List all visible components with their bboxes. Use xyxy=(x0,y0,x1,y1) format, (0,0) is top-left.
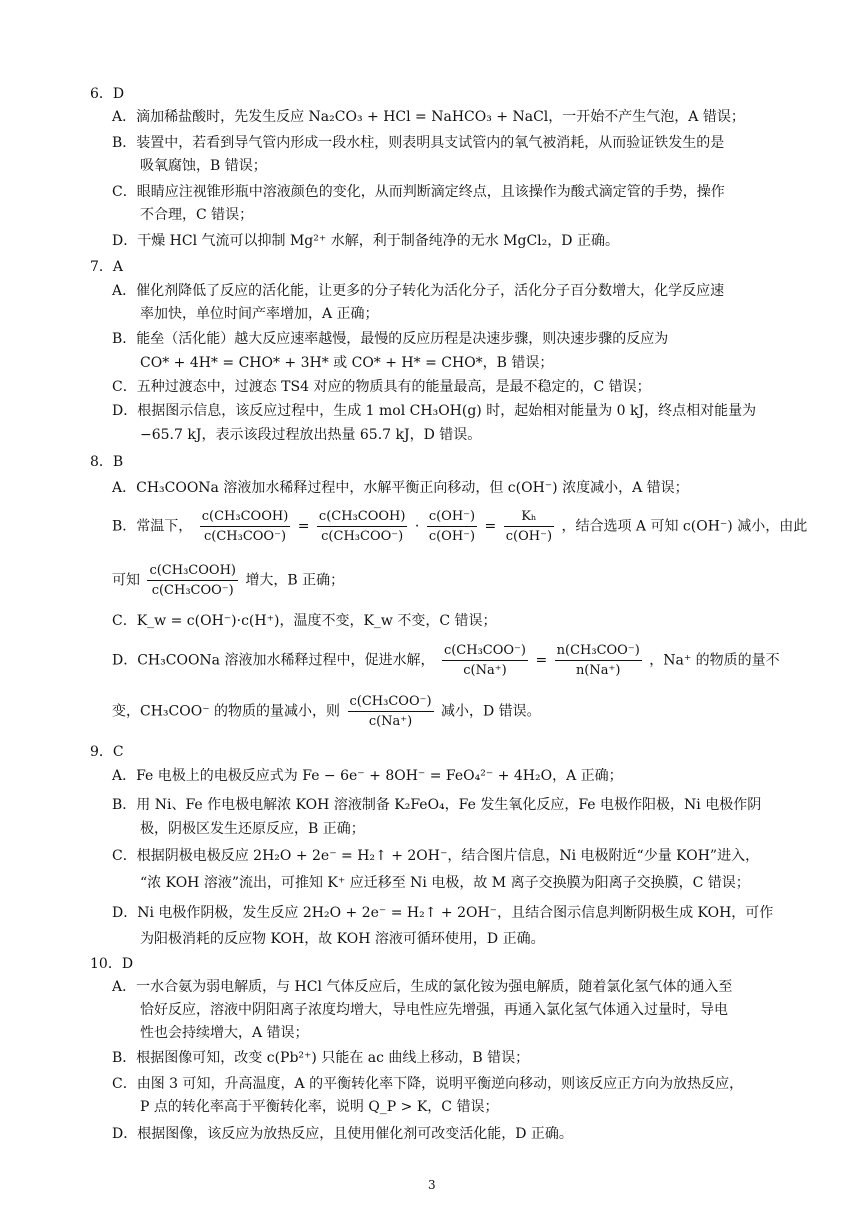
q6-option-b-cont: 吸氧腐蚀，B 错误； xyxy=(140,158,267,174)
equals-sign: = xyxy=(297,518,310,535)
fraction-numerator: n(CH₃COO⁻) xyxy=(555,642,642,661)
q7-option-d-cont: −65.7 kJ，表示该段过程放出热量 65.7 kJ，D 错误。 xyxy=(140,427,482,443)
q7-option-a: A．催化剂降低了反应的活化能，让更多的分子转化为活化分子，活化分子百分数增大，化学反应速 xyxy=(112,283,725,299)
q8-option-b-cont xyxy=(112,562,344,599)
q10-option-d: D．根据图像，该反应为放热反应，且使用催化剂可改变活化能，D 正确。 xyxy=(112,1126,573,1142)
fraction-denominator: c(OH⁻) xyxy=(505,529,553,544)
page-number: 3 xyxy=(428,1178,436,1192)
q8-d-prefix: D．CH₃COONa 溶液加水稀释过程中，促进水解， xyxy=(112,652,435,669)
fraction-denominator: c(CH₃COO⁻) xyxy=(151,583,234,598)
q10-option-c: C．由图 3 可知，升高温度，A 的平衡转化率下降，说明平衡逆向移动，则该反应正方向为放热反应， xyxy=(112,1076,744,1092)
q6-option-c-cont: 不合理，C 错误； xyxy=(140,207,254,223)
q9-option-b-cont: 极，阴极区发生还原反应，B 正确； xyxy=(140,821,365,837)
q7-option-d: D．根据图示信息，该反应过程中，生成 1 mol CH₃OH(g) 时，起始相对能量为 0 kJ，终点相对能量为 xyxy=(112,403,757,419)
q8-option-d xyxy=(112,642,780,679)
fraction xyxy=(427,508,477,545)
fraction xyxy=(200,508,291,545)
q9-option-c-cont: “浓 KOH 溶液”流出，可推知 K⁺ 应迁移至 Ni 电极，故 M 离子交换膜为阳离子交换膜，C 错误； xyxy=(140,875,750,891)
fraction-denominator: c(OH⁻) xyxy=(428,529,476,544)
fraction-denominator: c(CH₃COO⁻) xyxy=(321,529,404,544)
q8-answer: 8．B xyxy=(90,454,124,470)
q10-option-c-cont: P 点的转化率高于平衡转化率，说明 Q_P > K，C 错误； xyxy=(140,1099,499,1115)
q7-option-b: B．能垒（活化能）越大反应速率越慢，最慢的反应历程是决速步骤，则决速步骤的反应为 xyxy=(112,331,669,347)
q10-option-a-cont2: 性也会持续增大，A 错误； xyxy=(140,1025,309,1041)
fraction xyxy=(348,693,434,730)
q7-answer: 7．A xyxy=(90,259,124,275)
q6-option-b: B．装置中，若看到导气管内形成一段水柱，则表明具支试管内的氧气被消耗，从而验证铁发生的是 xyxy=(112,135,725,151)
q9-answer: 9．C xyxy=(90,744,124,760)
q8-b2-prefix: 可知 xyxy=(112,572,140,589)
multiply-dot: · xyxy=(414,518,420,535)
q10-option-a: A．一水合氨为弱电解质，与 HCl 气体反应后，生成的氯化铵为强电解质，随着氯化氢气体的通入至 xyxy=(112,979,733,995)
q6-option-c: C．眼睛应注视锥形瓶中溶液颜色的变化，从而判断滴定终点，且该操作为酸式滴定管的手势，操作 xyxy=(112,184,725,200)
q8-b-prefix: B．常温下， xyxy=(112,518,193,535)
q8-option-d-cont xyxy=(112,693,541,730)
q10-answer: 10．D xyxy=(90,956,134,972)
q6-answer: 6．D xyxy=(90,86,125,102)
q8-b2-suffix: 增大，B 正确； xyxy=(245,572,345,589)
equals-sign: = xyxy=(535,652,548,669)
q8-option-a: A．CH₃COONa 溶液加水稀释过程中，水解平衡正向移动，但 c(OH⁻) 浓度减小，A 错误； xyxy=(112,480,689,496)
q6-option-d: D．干燥 HCl 气流可以抑制 Mg²⁺ 水解，利于制备纯净的无水 MgCl₂，D 正确。 xyxy=(112,233,619,249)
fraction-numerator: c(CH₃COOH) xyxy=(317,508,408,527)
q10-option-b: B．根据图像可知，改变 c(Pb²⁺) 只能在 ac 曲线上移动，B 错误； xyxy=(112,1050,530,1066)
q9-option-c: C．根据阴极电极反应 2H₂O + 2e⁻ = H₂↑ + 2OH⁻，结合图片信息，Ni 电极附近“少量 KOH”进入， xyxy=(112,848,760,864)
q6-option-a: A．滴加稀盐酸时，先发生反应 Na₂CO₃ + HCl = NaHCO₃ + NaCl，一开始不产生气泡，A 错误； xyxy=(112,109,745,125)
fraction-denominator: c(Na⁺) xyxy=(368,714,413,729)
q8-d-suffix: ，Na⁺ 的物质的量不 xyxy=(649,652,780,669)
fraction-numerator: c(CH₃COOH) xyxy=(147,562,238,581)
q9-option-d: D．Ni 电极作阴极，发生反应 2H₂O + 2e⁻ = H₂↑ + 2OH⁻，且结合图示信息判断阴极生成 KOH，可作 xyxy=(112,905,774,921)
fraction xyxy=(442,642,528,679)
q8-d2-prefix: 变，CH₃COO⁻ 的物质的量减小，则 xyxy=(112,703,341,720)
fraction-numerator: Kₕ xyxy=(504,508,554,527)
fraction-numerator: c(CH₃COO⁻) xyxy=(442,642,528,661)
fraction-denominator: n(Na⁺) xyxy=(575,663,621,678)
equals-sign: = xyxy=(484,518,497,535)
fraction xyxy=(147,562,238,599)
fraction-numerator: c(OH⁻) xyxy=(427,508,477,527)
fraction xyxy=(504,508,554,545)
fraction xyxy=(555,642,642,679)
q8-d2-suffix: 减小，D 错误。 xyxy=(441,703,541,720)
fraction-numerator: c(CH₃COOH) xyxy=(200,508,291,527)
q9-option-b: B．用 Ni、Fe 作电极电解浓 KOH 溶液制备 K₂FeO₄，Fe 发生氧化反应，Fe 电极作阳极，Ni 电极作阴 xyxy=(112,797,762,813)
q8-option-c: C．K_w = c(OH⁻)·c(H⁺)，温度不变，K_w 不变，C 错误； xyxy=(112,613,497,629)
q8-option-b xyxy=(112,508,807,545)
q7-option-a-cont: 率加快，单位时间产率增加，A 正确； xyxy=(140,306,379,322)
q8-b-suffix: ，结合选项 A 可知 c(OH⁻) 减小，由此 xyxy=(561,518,808,535)
q7-option-b-cont: CO* + 4H* = CHO* + 3H* 或 CO* + H* = CHO*，B 错误； xyxy=(140,355,554,371)
fraction-denominator: c(CH₃COO⁻) xyxy=(203,529,287,544)
fraction-numerator: c(CH₃COO⁻) xyxy=(348,693,434,712)
q7-option-c: C．五种过渡态中，过渡态 TS4 对应的物质具有的能量最高，是最不稳定的，C 错误； xyxy=(112,379,651,395)
fraction xyxy=(317,508,408,545)
fraction-denominator: c(Na⁺) xyxy=(463,663,507,678)
q10-option-a-cont: 恰好反应，溶液中阴阳离子浓度均增大，导电性应先增强，再通入氯化氢气体通入过量时，导电 xyxy=(140,1002,728,1018)
q9-option-a: A．Fe 电极上的电极反应式为 Fe − 6e⁻ + 8OH⁻ = FeO₄²⁻ + 4H₂O，A 正确； xyxy=(112,768,623,784)
q9-option-d-cont: 为阳极消耗的反应物 KOH，故 KOH 溶液可循环使用，D 正确。 xyxy=(140,931,545,947)
